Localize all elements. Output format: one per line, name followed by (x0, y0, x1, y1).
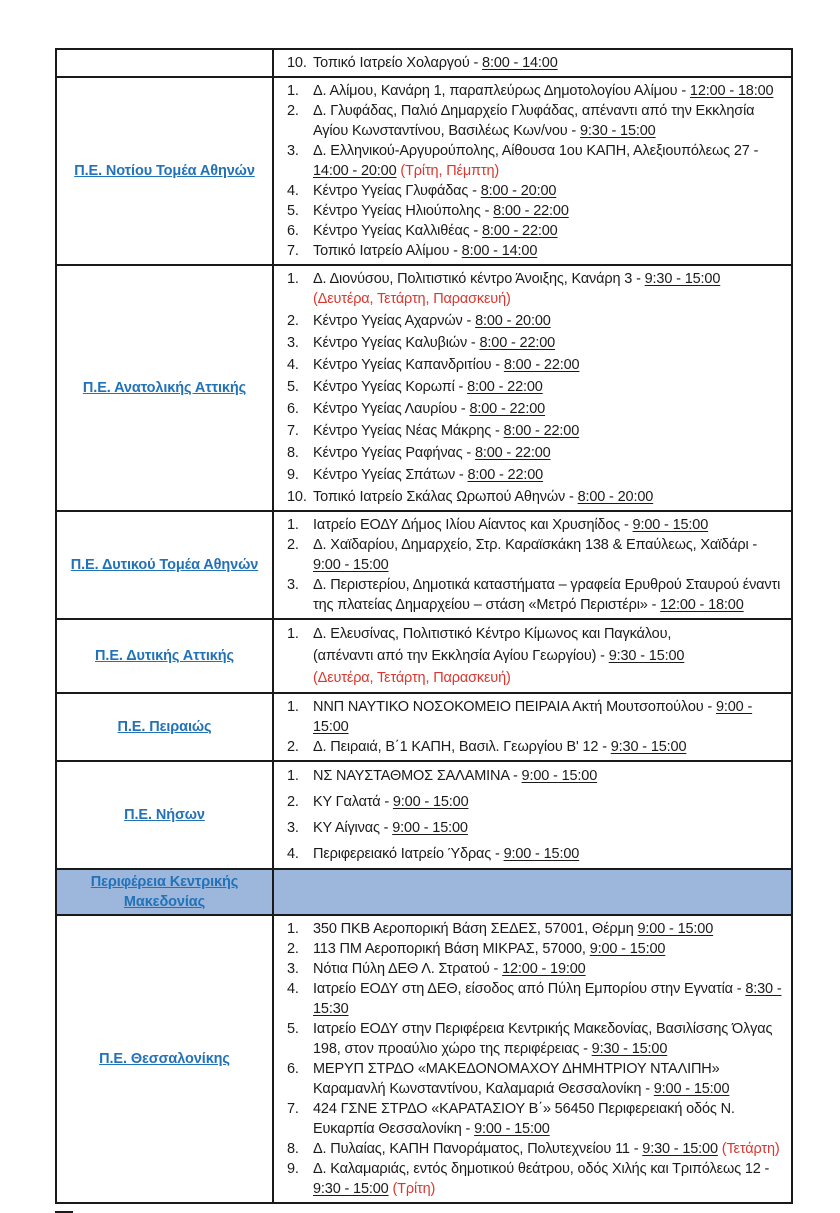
hours-text: 8:00 - 22:00 (467, 467, 544, 483)
item-number: 4. (287, 357, 299, 373)
item-number: 4. (287, 846, 299, 862)
hours-text: 8:00 - 20:00 (480, 183, 557, 199)
hours-text: 9:30 - 15:00 (591, 1041, 668, 1057)
facility-entry (287, 81, 783, 101)
facility-entry (287, 101, 783, 141)
plain-text: Τοπικό Ιατρείο Σκάλας Ωρωπού Αθηνών - (313, 489, 578, 505)
facility-list-cell (273, 49, 792, 77)
hours-text: 9:30 - 15:00 (610, 739, 687, 755)
plain-text: Δ. Ελληνικού-Αργυρούπολης, Αίθουσα 1ου ΚΑΠΗ, Αλεξιουπόλεως 27 - (313, 143, 759, 159)
hours-text: 8:00 - 22:00 (479, 335, 556, 351)
plain-text: Κέντρο Υγείας Καπανδριτίου - (313, 357, 504, 373)
facility-text (313, 1059, 783, 1099)
facility-list-cell (273, 915, 792, 1203)
facility-text (313, 101, 783, 141)
days-text: (Τρίτη, Πέμπτη) (400, 163, 500, 179)
facility-text (313, 843, 783, 865)
plain-text: Κέντρο Υγείας Ραφήνας - (313, 445, 475, 461)
facility-text (313, 623, 783, 689)
plain-text: Κέντρο Υγείας Γλυφάδας - (313, 183, 481, 199)
facility-entry (287, 791, 783, 813)
hours-text: 9:00 - 15:00 (392, 794, 469, 810)
plain-text: 424 ΓΣΝΕ ΣΤΡΔΟ «ΚΑΡΑΤΑΣΙΟΥ Β΄» 56450 Περιφερειακή οδός Ν. Ευκαρπία Θεσσαλονίκη - (313, 1101, 735, 1137)
facility-entry (287, 1059, 783, 1099)
item-number: 2. (287, 537, 299, 553)
region-link[interactable]: Π.Ε. Δυτικού Τομέα Αθηνών (70, 557, 259, 573)
facility-text (313, 81, 783, 101)
facility-entry (287, 1019, 783, 1059)
facility-text (313, 311, 783, 331)
facility-text (313, 575, 783, 615)
plain-text: Κέντρο Υγείας Κορωπί - (313, 379, 468, 395)
plain-text: Κέντρο Υγείας Λαυρίου - (313, 401, 470, 417)
facility-entry (287, 765, 783, 787)
facility-list-cell (273, 619, 792, 693)
plain-text: Ιατρείο ΕΟΔΥ στη ΔΕΘ, είσοδος από Πύλη Εμπορίου στην Εγνατία - (313, 981, 746, 997)
facility-text (313, 377, 783, 397)
item-number: 3. (287, 961, 299, 977)
facility-entry (287, 201, 783, 221)
facility-text (313, 269, 783, 309)
plain-text: ΚΥ Αίγινας - (313, 820, 393, 836)
facility-entry (287, 697, 783, 737)
item-number: 1. (287, 699, 299, 715)
days-text: (Δευτέρα, Τετάρτη, Παρασκευή) (313, 670, 511, 686)
hours-text: 9:00 - 15:00 (313, 557, 389, 573)
item-number: 2. (287, 103, 299, 119)
item-number: 4. (287, 981, 299, 997)
facility-text (313, 765, 783, 787)
facility-text (313, 1139, 783, 1159)
facility-text (313, 919, 783, 939)
hours-text: 9:00 - 15:00 (474, 1121, 550, 1137)
item-number: 3. (287, 143, 299, 159)
item-number: 6. (287, 223, 299, 239)
item-number: 9. (287, 1161, 299, 1177)
hours-text: 8:00 - 22:00 (503, 423, 580, 439)
item-number: 1. (287, 626, 299, 642)
facility-entry (287, 421, 783, 441)
item-number: 3. (287, 820, 299, 836)
hours-text: 9:00 - 15:00 (589, 941, 666, 957)
facility-text (313, 399, 783, 419)
item-number: 2. (287, 313, 299, 329)
plain-text: Δ. Χαϊδαρίου, Δημαρχείο, Στρ. Καραϊσκάκη 138 & Επαύλεως, Χαϊδάρι - (313, 537, 758, 553)
row-pe-peiraios (56, 693, 792, 761)
plain-text: Κέντρο Υγείας Καλλιθέας - (313, 223, 482, 239)
facility-entry (287, 515, 783, 535)
hours-text: 8:00 - 22:00 (469, 401, 546, 417)
item-number: 8. (287, 1141, 299, 1157)
item-number: 2. (287, 794, 299, 810)
hours-text: 12:00 - 18:00 (689, 83, 774, 99)
facility-entry (287, 443, 783, 463)
plain-text: Κέντρο Υγείας Νέας Μάκρης - (313, 423, 504, 439)
plain-text: ΝΣ ΝΑΥΣΤΑΘΜΟΣ ΣΑΛΑΜΙΝΑ - (313, 768, 522, 784)
plain-text: Δ. Αλίμου, Κανάρη 1, παραπλεύρως Δημοτολογίου Αλίμου - (313, 83, 690, 99)
plain-text: Δ. Καλαμαριάς, εντός δημοτικού θεάτρου, οδός Χιλής και Τριπόλεως 12 - (313, 1161, 770, 1177)
hours-text: 12:00 - 19:00 (502, 961, 586, 977)
facility-list-cell (273, 265, 792, 511)
facility-text (313, 333, 783, 353)
item-number: 2. (287, 941, 299, 957)
plain-text: Δ. Ελευσίνας, Πολιτιστικό Κέντρο Κίμωνος και Παγκάλου, (313, 626, 672, 642)
plain-text: Ιατρείο ΕΟΔΥ Δήμος Ιλίου Αίαντος και Χρυσηίδος - (313, 517, 633, 533)
item-number: 1. (287, 271, 299, 287)
facility-text (313, 421, 783, 441)
item-number: 7. (287, 423, 299, 439)
plain-text: Νότια Πύλη ΔΕΘ Λ. Στρατού - (313, 961, 503, 977)
plain-text: Κέντρο Υγείας Σπάτων - (313, 467, 468, 483)
plain-text: Περιφερειακό Ιατρείο Ύδρας - (313, 846, 504, 862)
facility-text (313, 959, 783, 979)
region-label-cell (56, 869, 273, 915)
row-pe-anatolikis-attikis (56, 265, 792, 511)
hours-text: 8:00 - 22:00 (467, 379, 543, 395)
hours-text: 9:30 - 15:00 (608, 648, 685, 664)
hours-text: 9:30 - 15:00 (644, 271, 721, 287)
row-pe-dytikis-attikis (56, 619, 792, 693)
item-number: 7. (287, 1101, 299, 1117)
facility-entry (287, 399, 783, 419)
facility-entry (287, 221, 783, 241)
hours-text: 9:30 - 15:00 (313, 1181, 389, 1197)
facility-text (313, 221, 783, 241)
item-number: 5. (287, 1021, 299, 1037)
hours-text: 9:00 - 15:00 (313, 699, 753, 735)
facility-entry (287, 919, 783, 939)
row-continuation (56, 49, 792, 77)
item-number: 7. (287, 243, 299, 259)
hours-text: 8:30 - 15:30 (313, 981, 782, 1017)
hours-text: 8:00 - 20:00 (475, 313, 551, 329)
hours-text: 8:00 - 22:00 (482, 223, 558, 239)
facility-entry (287, 623, 783, 689)
facility-text (313, 979, 783, 1019)
hours-text: 9:00 - 15:00 (503, 846, 580, 862)
region-link[interactable]: Π.Ε. Πειραιώς (117, 719, 212, 735)
facility-entry (287, 1099, 783, 1139)
facility-entry (287, 241, 783, 261)
item-number: 3. (287, 577, 299, 593)
item-number: 1. (287, 517, 299, 533)
plain-text: ΝΝΠ ΝΑΥΤΙΚΟ ΝΟΣΟΚΟΜΕΙΟ ΠΕΙΡΑΙΑ Ακτή Μουτσοπούλου - (313, 699, 716, 715)
facility-entry (287, 269, 783, 309)
item-number: 9. (287, 467, 299, 483)
facility-text (313, 53, 783, 73)
region-label-cell (56, 265, 273, 511)
facility-text (313, 697, 783, 737)
facility-entry (287, 1139, 783, 1159)
item-number: 10. (287, 55, 307, 71)
facility-text (313, 1159, 783, 1199)
hours-text: 8:00 - 14:00 (482, 55, 558, 71)
hours-text: 9:30 - 15:00 (642, 1141, 718, 1157)
facility-text (313, 141, 783, 181)
hours-text: 8:00 - 22:00 (493, 203, 569, 219)
hours-text: 9:30 - 15:00 (579, 123, 656, 139)
facility-list-cell (273, 693, 792, 761)
hours-text: 9:00 - 15:00 (637, 921, 714, 937)
row-pe-thessalonikis (56, 915, 792, 1203)
facility-entry (287, 141, 783, 181)
region-label-cell (56, 511, 273, 619)
item-number: 3. (287, 335, 299, 351)
item-number: 6. (287, 1061, 299, 1077)
facility-text (313, 535, 783, 575)
item-number: 6. (287, 401, 299, 417)
facility-text (313, 181, 783, 201)
item-number: 4. (287, 183, 299, 199)
region-label-cell (56, 49, 273, 77)
item-number: 5. (287, 379, 299, 395)
hours-text: 9:00 - 15:00 (632, 517, 709, 533)
plain-text: 350 ΠΚΒ Αεροπορική Βάση ΣΕΔΕΣ, 57001, Θέρμη (313, 921, 638, 937)
facility-text (313, 465, 783, 485)
plain-text: Δ. Πυλαίας, ΚΑΠΗ Πανοράματος, Πολυτεχνείου 11 - (313, 1141, 643, 1157)
days-text: (Τρίτη) (392, 1181, 436, 1197)
facility-entry (287, 843, 783, 865)
item-number: 10. (287, 489, 307, 505)
facility-entry (287, 487, 783, 507)
region-label-cell (56, 761, 273, 869)
facility-text (313, 939, 783, 959)
facility-list-cell (273, 761, 792, 869)
hours-text: 8:00 - 14:00 (461, 243, 538, 259)
region-label-cell (56, 915, 273, 1203)
facility-entry (287, 181, 783, 201)
region-label-cell (56, 693, 273, 761)
facility-entry (287, 355, 783, 375)
facility-entry (287, 311, 783, 331)
facility-text (313, 1099, 783, 1139)
facility-entry (287, 333, 783, 353)
hours-text: 8:00 - 22:00 (503, 357, 580, 373)
region-link[interactable]: Π.Ε. Δυτικής Αττικής (95, 648, 234, 664)
plain-text: Κέντρο Υγείας Ηλιούπολης - (313, 203, 494, 219)
hours-text: 8:00 - 20:00 (577, 489, 654, 505)
facility-text (313, 241, 783, 261)
facility-list-cell (273, 77, 792, 265)
facility-entry (287, 575, 783, 615)
plain-text: Ιατρείο ΕΟΔΥ στην Περιφέρεια Κεντρικής Μακεδονίας, Βασιλίσσης Όλγας 198, στον προαύλιο χώρο της περιφέρειας - (313, 1021, 773, 1057)
facility-entry (287, 737, 783, 757)
schedule-table (55, 48, 793, 1204)
plain-text: Δ. Περιστερίου, Δημοτικά καταστήματα – γραφεία Ερυθρού Σταυρού έναντι της πλατείας Δημαρχείου – στάση «Μετρό Περιστέρι» - (313, 577, 781, 613)
plain-text: Κέντρο Υγείας Καλυβιών - (313, 335, 480, 351)
plain-text: Δ. Διονύσου, Πολιτιστικό κέντρο Άνοιξης, Κανάρη 3 - (313, 271, 645, 287)
plain-text: Τοπικό Ιατρείο Αλίμου - (313, 243, 462, 259)
facility-text (313, 443, 783, 463)
plain-text: (απέναντι από την Εκκλησία Αγίου Γεωργίου) - (313, 648, 609, 664)
region-link[interactable]: Περιφέρεια Κεντρικής Μακεδονίας (90, 874, 239, 910)
days-text: (Δευτέρα, Τετάρτη, Παρασκευή) (313, 291, 511, 307)
region-link[interactable]: Π.Ε. Νήσων (124, 807, 205, 823)
plain-text: Καραμανλή Κωνσταντίνου, Καλαμαριά Θεσσαλονίκη - (313, 1081, 654, 1097)
region-link[interactable]: Π.Ε. Θεσσαλονίκης (99, 1051, 230, 1067)
plain-text: Δ. Πειραιά, Β΄1 ΚΑΠΗ, Βασιλ. Γεωργίου Β' 12 - (313, 739, 611, 755)
row-pe-notiou-tomea-athinon (56, 77, 792, 265)
facility-entry (287, 377, 783, 397)
hours-text: 14:00 - 20:00 (313, 163, 397, 179)
days-text: (Τετάρτη) (721, 1141, 780, 1157)
row-pe-nison (56, 761, 792, 869)
region-link[interactable]: Π.Ε. Ανατολικής Αττικής (82, 380, 247, 396)
hours-text: 9:00 - 15:00 (392, 820, 468, 836)
facility-text (313, 1019, 783, 1059)
facility-entry (287, 465, 783, 485)
region-link[interactable]: Π.Ε. Νοτίου Τομέα Αθηνών (74, 163, 255, 179)
plain-text: Τοπικό Ιατρείο Χολαργού - (313, 55, 483, 71)
facility-list-cell (273, 869, 792, 915)
row-perifereia-kentrikis-makedonias (56, 869, 792, 915)
facility-text (313, 791, 783, 813)
facility-text (313, 487, 783, 507)
hours-text: 9:00 - 15:00 (653, 1081, 730, 1097)
facility-entry (287, 939, 783, 959)
facility-text (313, 355, 783, 375)
row-pe-dytikou-tomea-athinon (56, 511, 792, 619)
hours-text: 12:00 - 18:00 (660, 597, 744, 613)
hours-text: 9:00 - 15:00 (521, 768, 598, 784)
item-number: 1. (287, 921, 299, 937)
item-number: 2. (287, 739, 299, 755)
facility-entry (287, 979, 783, 1019)
region-label-cell (56, 77, 273, 265)
facility-entry (287, 53, 783, 73)
item-number: 8. (287, 445, 299, 461)
plain-text: ΚΥ Γαλατά - (313, 794, 393, 810)
facility-list-cell (273, 511, 792, 619)
facility-text (313, 737, 783, 757)
region-label-cell (56, 619, 273, 693)
facility-text (313, 515, 783, 535)
item-number: 1. (287, 768, 299, 784)
plain-text: Κέντρο Υγείας Αχαρνών - (313, 313, 476, 329)
plain-text: ΜΕΡΥΠ ΣΤΡΔΟ «ΜΑΚΕΔΟΝΟΜΑΧΟΥ ΔΗΜΗΤΡΙΟΥ ΝΤΑΛΙΠΗ» (313, 1061, 720, 1077)
facility-text (313, 201, 783, 221)
facility-text (313, 817, 783, 839)
hours-text: 8:00 - 22:00 (474, 445, 551, 461)
facility-entry (287, 1159, 783, 1199)
item-number: 5. (287, 203, 299, 219)
plain-text: 113 ΠΜ Αεροπορική Βάση ΜΙΚΡΑΣ, 57000, (313, 941, 590, 957)
facility-entry (287, 535, 783, 575)
item-number: 1. (287, 83, 299, 99)
plain-text: Δ. Γλυφάδας, Παλιό Δημαρχείο Γλυφάδας, απέναντι από την Εκκλησία Αγίου Κωνσταντίνου, Βασιλέως Κων/νου - (313, 103, 755, 139)
facility-entry (287, 817, 783, 839)
facility-entry (287, 959, 783, 979)
